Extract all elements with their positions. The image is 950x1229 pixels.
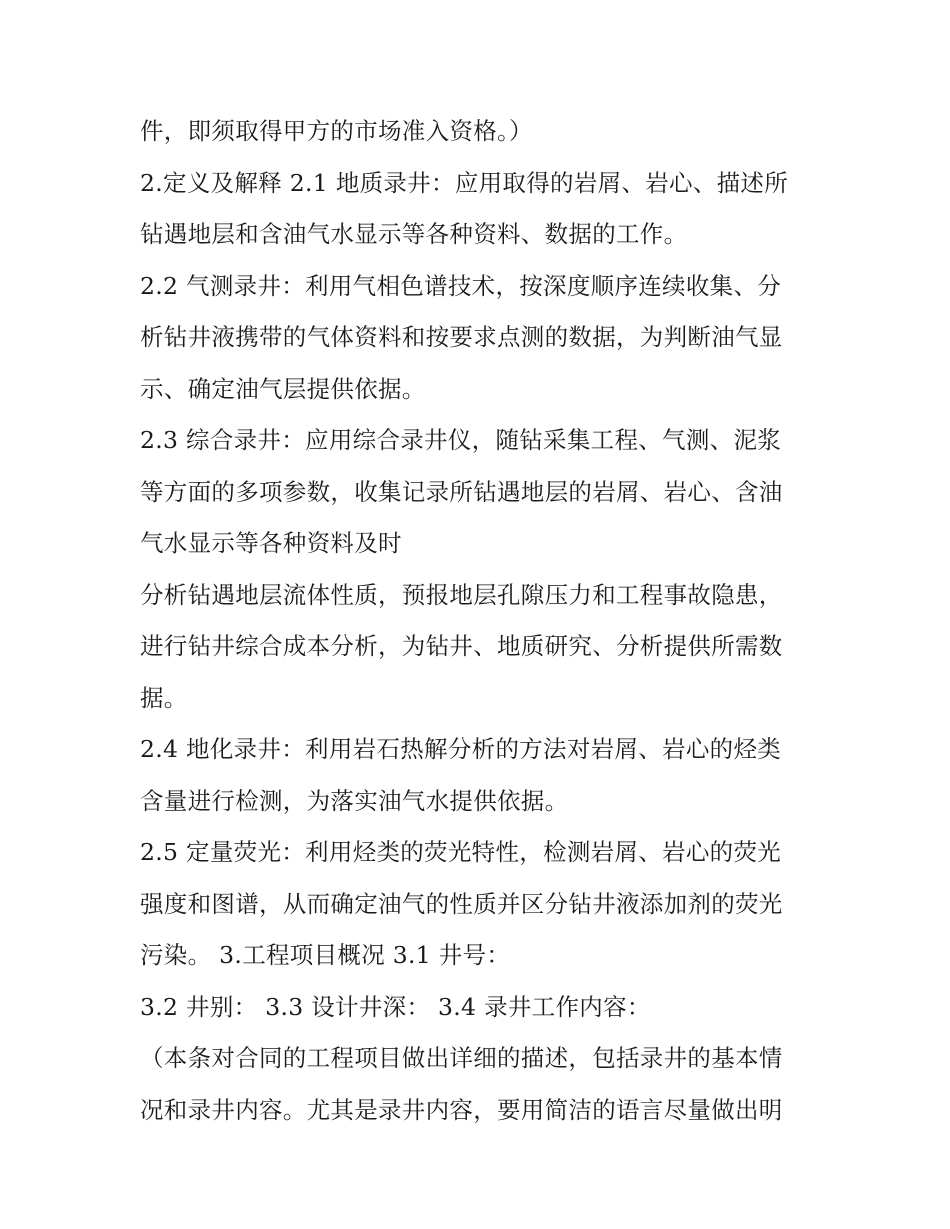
- text-line: 2.定义及解释 2.1 地质录井：应用取得的岩屑、岩心、描述所: [140, 168, 789, 197]
- text-line: 气水显示等各种资料及时: [140, 529, 402, 557]
- text-line: 3.2 井别： 3.3 设计井深： 3.4 录井工作内容：: [140, 992, 651, 1021]
- text-line: 等方面的多项参数，收集记录所钻遇地层的岩屑、岩心、含油: [140, 477, 783, 506]
- text-line: 分析钻遇地层流体性质，预报地层孔隙压力和工程事故隐患，: [140, 580, 783, 609]
- text-line: 析钻井液携带的气体资料和按要求点测的数据，为判断油气显: [140, 323, 783, 351]
- text-line: 强度和图谱，从而确定油气的性质并区分钻井液添加剂的荧光: [140, 889, 783, 918]
- text-line: 2.5 定量荧光：利用烃类的荧光特性，检测岩屑、岩心的荧光: [140, 838, 782, 866]
- text-line: 钻遇地层和含油气水显示等各种资料、数据的工作。: [140, 220, 688, 248]
- text-line: （本条对合同的工程项目做出详细的描述，包括录井的基本情: [140, 1044, 783, 1072]
- document-body: [140, 106, 830, 1136]
- text-line: 示、确定油气层提供依据。: [140, 374, 426, 403]
- text-line: 件，即须取得甲方的市场准入资格。）: [140, 117, 533, 145]
- text-line: 况和录井内容。尤其是录井内容，要用简洁的语言尽量做出明: [140, 1095, 783, 1124]
- text-line: 2.2 气测录井：利用气相色谱技术，按深度顺序连续收集、分: [140, 271, 782, 300]
- text-line: 污染。 3.工程项目概况 3.1 井号：: [140, 941, 511, 969]
- text-line: 据。: [140, 683, 188, 712]
- text-line: 2.4 地化录井：利用岩石热解分析的方法对岩屑、岩心的烃类: [140, 735, 782, 763]
- text-line: 含量进行检测，为落实油气水提供依据。: [140, 786, 569, 815]
- text-line: 进行钻井综合成本分析，为钻井、地质研究、分析提供所需数: [140, 632, 783, 660]
- text-line: 2.3 综合录井：应用综合录井仪，随钻采集工程、气测、泥浆: [140, 426, 782, 454]
